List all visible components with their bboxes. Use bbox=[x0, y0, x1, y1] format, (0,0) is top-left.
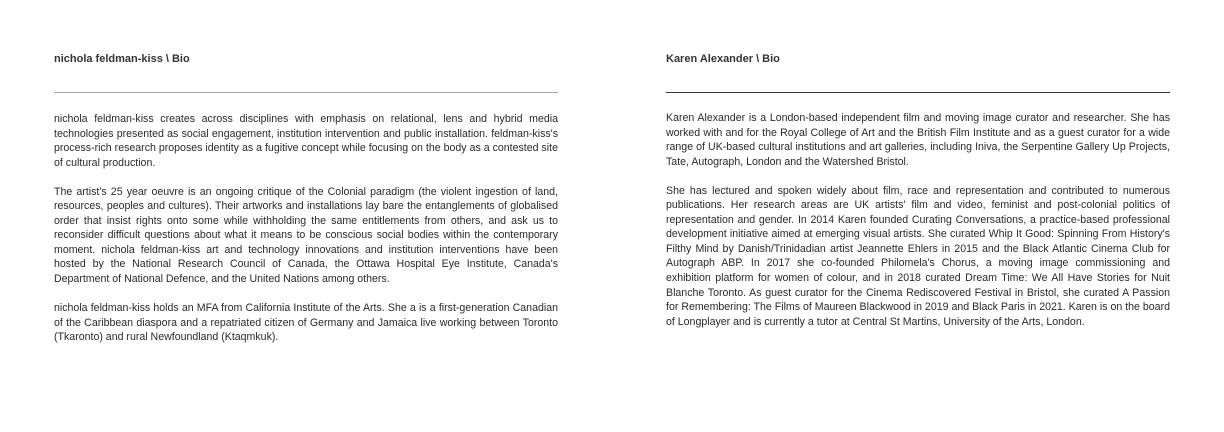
bio-paragraph: Karen Alexander is a London-based independent film and moving image curator and researcher. She has worked with and for the Royal College of Art and the British Film Institute and as a guest curator for a wide range of UK-based cultural institutions and art galleries, including Iniva, the Serpentine Gallery Up Projects, Tate, Autograph, London and the Watershed Bristol. bbox=[666, 112, 1170, 168]
bio-column-nichola bbox=[54, 52, 558, 344]
divider bbox=[54, 92, 558, 93]
bio-text bbox=[54, 112, 558, 345]
bio-paragraph: She has lectured and spoken widely about film, race and representation and contributed to numerous publications. Her research areas are UK artists' film and video, feminist and post-colonial politics of representation and gender. In 2014 Karen founded Curating Conversations, a practice-based professional development initiative aimed at emerging visual artists. She curated Whip It Good: Spinning From History's Filthy Mind by Danish/Trinidadian artist Jeannette Ehlers in 2015 and the Black Atlantic Cinema Club for Autograph ABP. In 2017 she co-founded Philomela's Chorus, a moving image commissioning and exhibition platform for women of colour, and in 2018 curated Dream Time: We All Have Stories for Nuit Blanche Toronto. As guest curator for the Cinema Rediscovered Festival in Bristol, she curated A Passion for Remembering: The Films of Maureen Blackwood in 2019 and Black Paris in 2021. Karen is on the board of Longplayer and is currently a tutor at Central St Martins, University of the Arts, London. bbox=[666, 184, 1170, 328]
bio-paragraph: nichola feldman-kiss holds an MFA from California Institute of the Arts. She a is a first-generation Canadian of the Caribbean diaspora and a repatriated citizen of Germany and Jamaica live working between Toronto (Tkaronto) and rural Newfoundland (Ktaqmkuk). bbox=[54, 302, 558, 344]
bio-column-karen bbox=[666, 52, 1170, 328]
bio-text bbox=[666, 111, 1170, 329]
bio-paragraph: The artist's 25 year oeuvre is an ongoing critique of the Colonial paradigm (the violent ingestion of land, resources, peoples and cultures). Their artworks and installations lay bare the entanglements of globalised order that insist rights onto some while withholding the same entitlements from others, and ask us to reconsider difficult questions about what it means to be conscious social bodies within the contemporary moment. nichola feldman-kiss art and technology innovations and institution interventions have been hosted by the National Research Council of Canada, the Ottawa Hospital Eye Institute, Canada's Department of National Defence, and the United Nations among others. bbox=[54, 185, 558, 285]
divider bbox=[666, 92, 1170, 93]
bio-heading: nichola feldman-kiss \ Bio bbox=[54, 53, 190, 65]
bio-heading: Karen Alexander \ Bio bbox=[666, 53, 780, 65]
bio-paragraph: nichola feldman-kiss creates across disciplines with emphasis on relational, lens and hybrid media technologies presented as social engagement, institution intervention and public installation. feldman-kiss's process-rich research proposes identity as a fugitive concept while focusing on the body as a contested site of cultural production. bbox=[54, 113, 558, 169]
